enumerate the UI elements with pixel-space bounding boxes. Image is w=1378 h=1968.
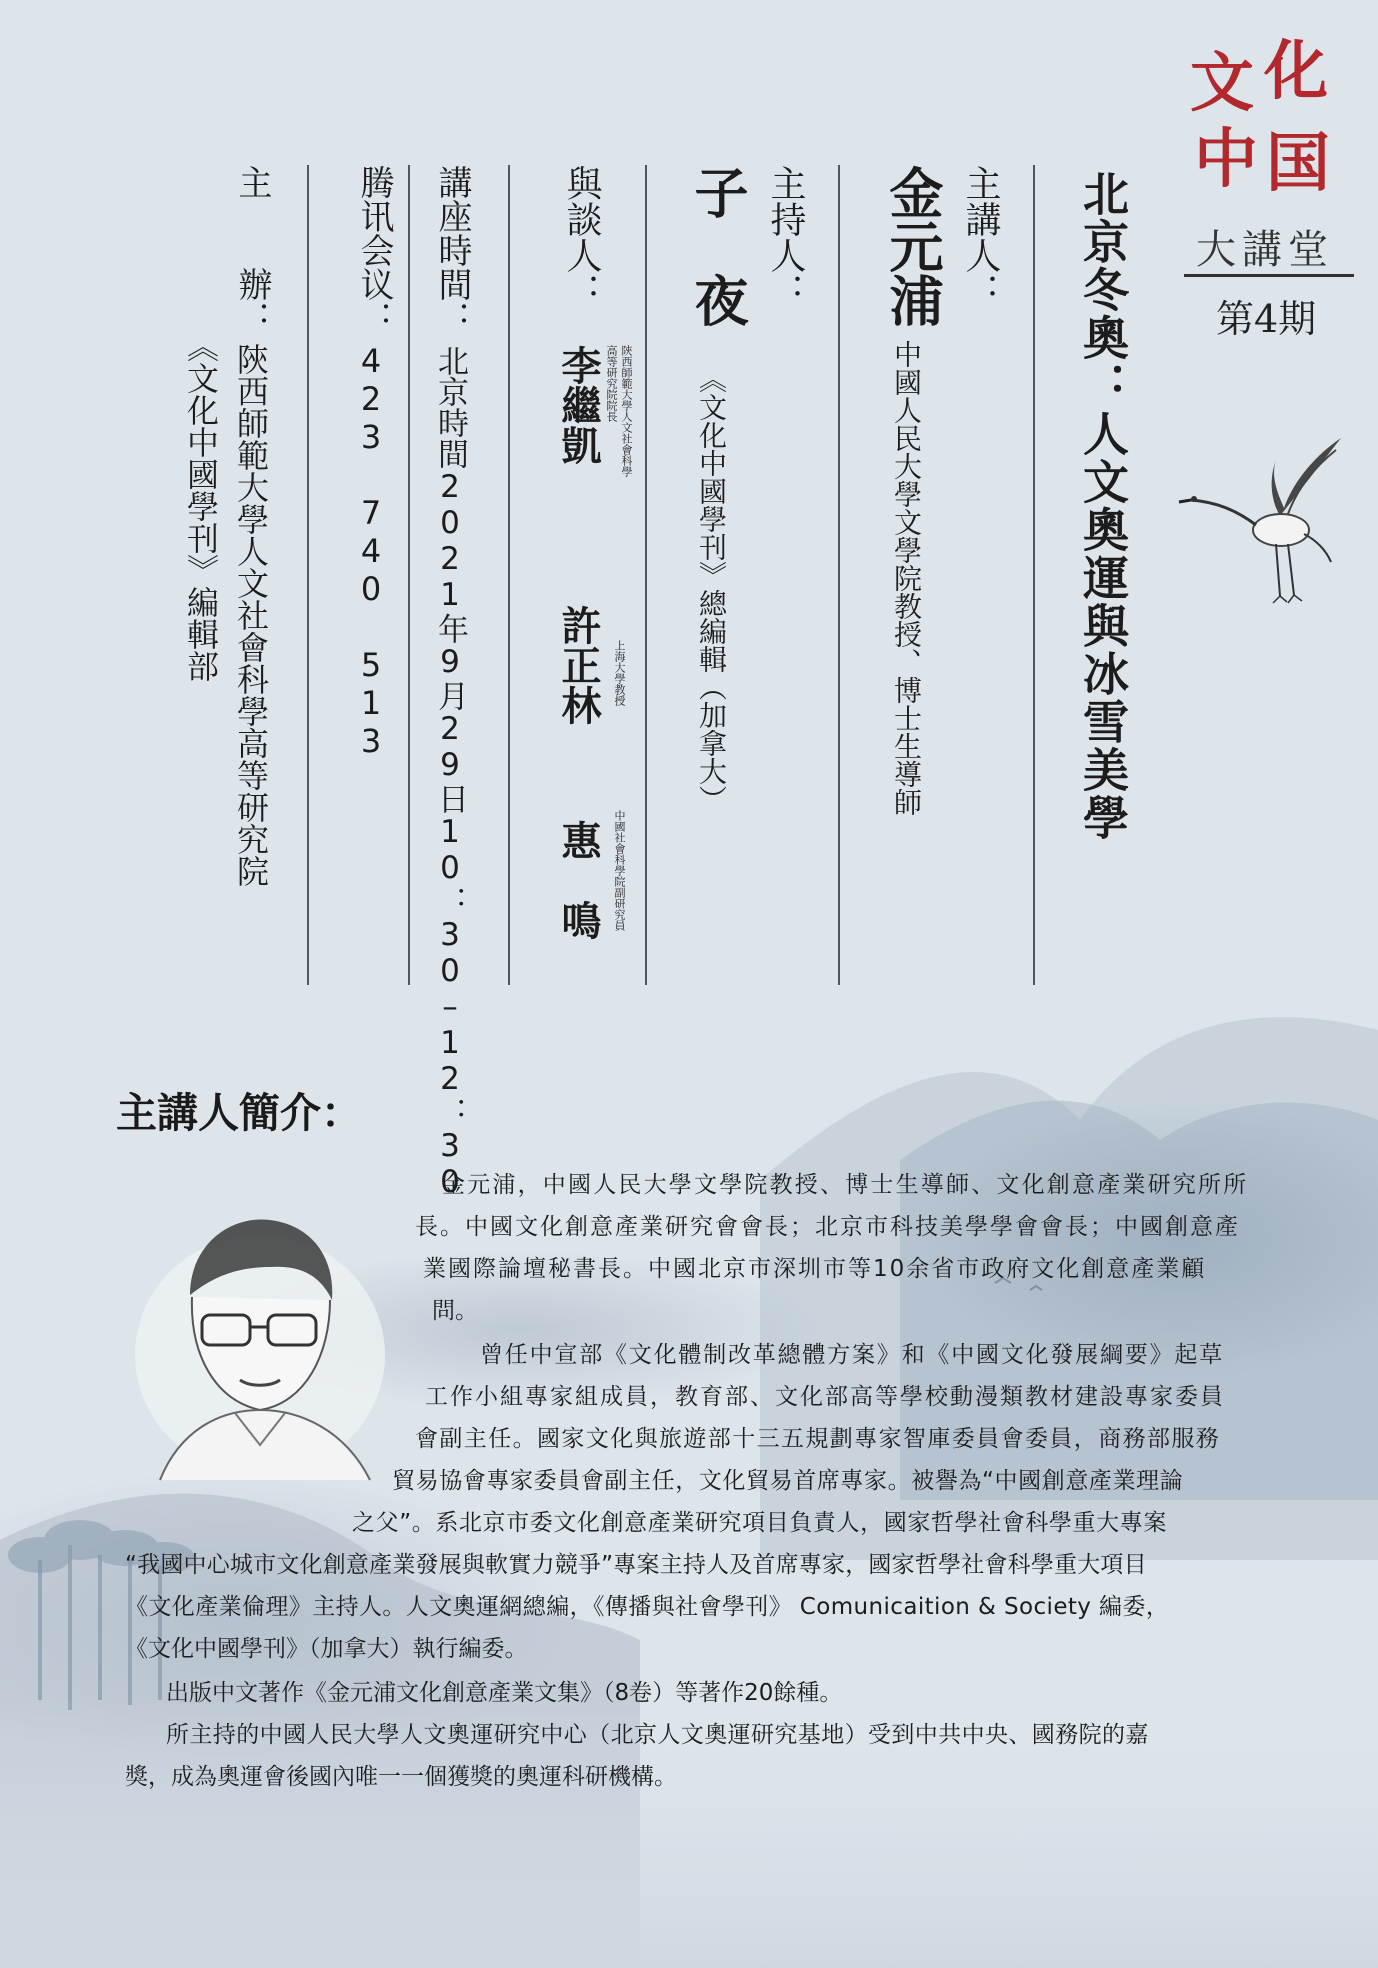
speaker-portrait: [120, 1205, 400, 1485]
logo-dajiangtang: 大講堂: [1196, 227, 1334, 273]
meeting-id: 423 740 513: [352, 342, 390, 760]
column-divider: [1033, 165, 1035, 985]
bio-line: 《文化產業倫理》主持人。人文奧運網總編，《傳播與社會學刊》 Comunicaition & Society 編委，: [125, 1594, 1170, 1620]
bio-line: “我國中心城市文化創意產業發展與軟實力競爭”專案主持人及首席專家，國家哲學社會科學重大項目: [125, 1552, 1147, 1578]
organizer-line1: 陝西師範大學人文社會科學高等研究院: [232, 343, 270, 887]
host-label: 主持人：: [765, 165, 806, 309]
bio-line: 曾任中宣部《文化體制改革總體方案》和《中國文化發展綱要》起草: [480, 1342, 1224, 1368]
speaker-name: 金元浦: [881, 165, 945, 327]
bio-line: 問。: [432, 1298, 478, 1324]
column-divider: [645, 165, 647, 985]
discussant-affiliation: 中國社會科學院副研究員: [613, 810, 626, 931]
bio-line: 出版中文著作《金元浦文化創意產業文集》（8卷）等著作20餘種。: [166, 1680, 843, 1706]
bio-line: 《文化中國學刊》（加拿大）執行編委。: [125, 1636, 528, 1662]
time-label: 講座時間：: [432, 165, 472, 335]
discussant-name: 惠 鳴: [555, 820, 602, 940]
bio-line: 長。中國文化創意產業研究會會長；北京市科技美學學會會長；中國創意產: [415, 1214, 1240, 1240]
bio-line: 貿易協會專家委員會副主任，文化貿易首席專家。被譽為“中國創意產業理論: [392, 1468, 1184, 1494]
bio-title: 主講人簡介：: [116, 1089, 362, 1137]
bio-line: 業國際論壇秘書長。中國北京市深圳市等10余省市政府文化創意產業顧: [423, 1256, 1207, 1282]
column-divider: [838, 165, 840, 985]
organizer-line2: 《文化中國學刊》編輯部: [182, 330, 220, 682]
discussants-label: 與談人：: [561, 165, 602, 309]
speaker-description: 中國人民大學文學院教授、博士生導師: [890, 340, 923, 816]
logo-char-hua: 化: [1264, 34, 1328, 109]
organizer-label: 主 辦：: [232, 165, 272, 335]
lecture-title: 北京冬奧：人文奧運與冰雪美學: [1076, 170, 1130, 842]
logo-char-wen: 文: [1190, 46, 1254, 121]
bio-line: 工作小組專家組成員，教育部、文化部高等學校動漫類教材建設專家委員: [425, 1384, 1225, 1410]
meeting-label: 腾讯会议：: [354, 165, 394, 335]
time-value: 北京時間2021年9月29日10：30–12：30: [432, 345, 468, 1200]
logo-char-zhong: 中: [1194, 122, 1258, 197]
bio-line: 所主持的中國人民大學人文奧運研究中心（北京人文奧運研究基地）受到中共中央、國務院的嘉: [166, 1722, 1149, 1748]
column-divider: [307, 165, 309, 985]
logo-char-guo: 国: [1266, 126, 1330, 201]
bio-line: 之父”。系北京市委文化創意產業研究項目負責人，國家哲學社會科學重大專案: [352, 1510, 1167, 1536]
bio-line: 金元浦，中國人民大學文學院教授、博士生導師、文化創意產業研究所所: [442, 1172, 1249, 1198]
column-divider: [508, 165, 510, 985]
discussant-affiliation: 上海大學教授: [613, 640, 626, 706]
discussant-name: 許正林: [555, 605, 602, 725]
bio-line: 會副主任。國家文化與旅遊部十三五規劃專家智庫委員會委員，商務部服務: [415, 1426, 1221, 1452]
host-name: 子 夜: [686, 165, 750, 327]
issue-number: 第4期: [1216, 297, 1317, 341]
discussant-affiliation: 陝西師範大學人文社會科學高等研究院院長: [605, 345, 633, 477]
logo-rule: [1184, 274, 1354, 277]
logo: [1176, 34, 1356, 350]
crane-illustration: [1176, 430, 1356, 610]
speaker-label: 主講人：: [960, 165, 1001, 309]
host-description: 《文化中國學刊》總編輯（加拿大）: [695, 365, 728, 813]
column-divider: [408, 165, 410, 985]
discussant-name: 李繼凱: [555, 345, 602, 465]
bio-line: 獎，成為奧運會後國內唯一一個獲獎的奧運科研機構。: [125, 1764, 677, 1790]
